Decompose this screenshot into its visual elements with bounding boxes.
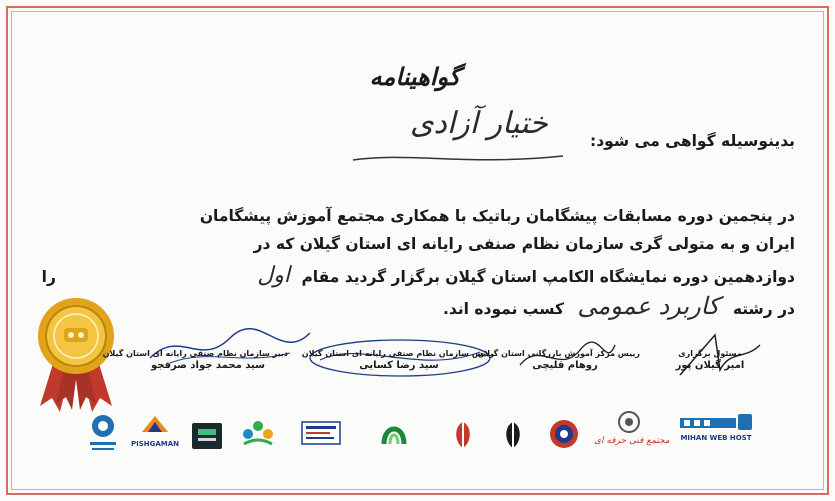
org-logo-9-icon bbox=[546, 410, 582, 462]
org-logo-4-icon bbox=[238, 410, 278, 462]
signature-2-title: رییس سازمان نظام صنفی رایانه ای استان گیلان bbox=[301, 349, 494, 358]
mihanwebhost-logo bbox=[676, 410, 756, 462]
org-logo-3-icon bbox=[190, 410, 224, 462]
signature-2-name: سید رضا کسایی bbox=[359, 360, 439, 371]
signature-1-name: سید محمد جواد صرفجو bbox=[151, 360, 265, 371]
signature-3-name: روهام قلیچی bbox=[532, 360, 598, 371]
org-logo-1-icon bbox=[86, 410, 120, 462]
signature-3 bbox=[477, 349, 640, 371]
rank-value: اول bbox=[257, 263, 291, 288]
gilan-fair-label: مجتمع فنی حرفه ای bbox=[594, 436, 670, 446]
body-line-2: ایران و به متولی گری سازمان نظام صنفی رایانه ای استان گیلان که در bbox=[253, 235, 795, 253]
pishgaman-label: PISHGAMAN bbox=[130, 440, 180, 448]
body-line-3 bbox=[42, 263, 795, 288]
mihanwebhost-label: MIHAN WEB HOST bbox=[680, 434, 752, 442]
mihanwebhost-icon bbox=[676, 410, 756, 434]
body-line-4 bbox=[443, 292, 795, 320]
iran-emblem-2-icon bbox=[496, 410, 530, 462]
pishgaman-logo bbox=[130, 410, 180, 462]
gilan-fair-logo bbox=[594, 410, 670, 462]
body-line-4-start: در رشته bbox=[732, 300, 795, 318]
signature-1-title: دبیر سازمان نظام صنفی رایانه ای استان گیلان bbox=[102, 349, 288, 358]
body-line-3-end: را bbox=[41, 268, 56, 286]
iran-emblem-1-icon bbox=[446, 410, 480, 462]
intro-line bbox=[590, 132, 795, 150]
gilan-fair-icon bbox=[614, 410, 644, 434]
certificate-title: گواهینامه bbox=[369, 62, 461, 91]
signature-4-name: امیر گیلان پور bbox=[675, 360, 745, 371]
signature-1 bbox=[102, 349, 288, 371]
signature-4 bbox=[655, 349, 765, 371]
name-flourish bbox=[348, 150, 568, 168]
signature-3-title: رییس مرکز آموزش بازرگانی استان گیلان bbox=[477, 349, 640, 358]
org-logo-6-icon bbox=[374, 410, 414, 462]
pishgaman-icon bbox=[130, 410, 180, 440]
org-logo-5-icon bbox=[296, 410, 346, 462]
signature-4-title: مسئول برگزاری bbox=[678, 349, 742, 358]
recipient-name: ختیار آزادی bbox=[410, 106, 548, 141]
body-line-1: در پنجمین دوره مسابقات پیشگامان رباتیک با همکاری مجتمع آموزش پیشگامان bbox=[199, 207, 795, 225]
field-value: کاربرد عمومی bbox=[577, 292, 720, 320]
signature-2 bbox=[301, 349, 494, 371]
intro-text: بدینوسیله گواهی می شود: bbox=[590, 132, 795, 150]
body-line-3-start: دوازدهمین دوره نمایشگاه الکامپ استان گیلان برگزار گردید مقام bbox=[301, 268, 795, 286]
sponsor-logos bbox=[86, 410, 756, 462]
body-line-4-end: کسب نموده اند. bbox=[442, 300, 564, 318]
